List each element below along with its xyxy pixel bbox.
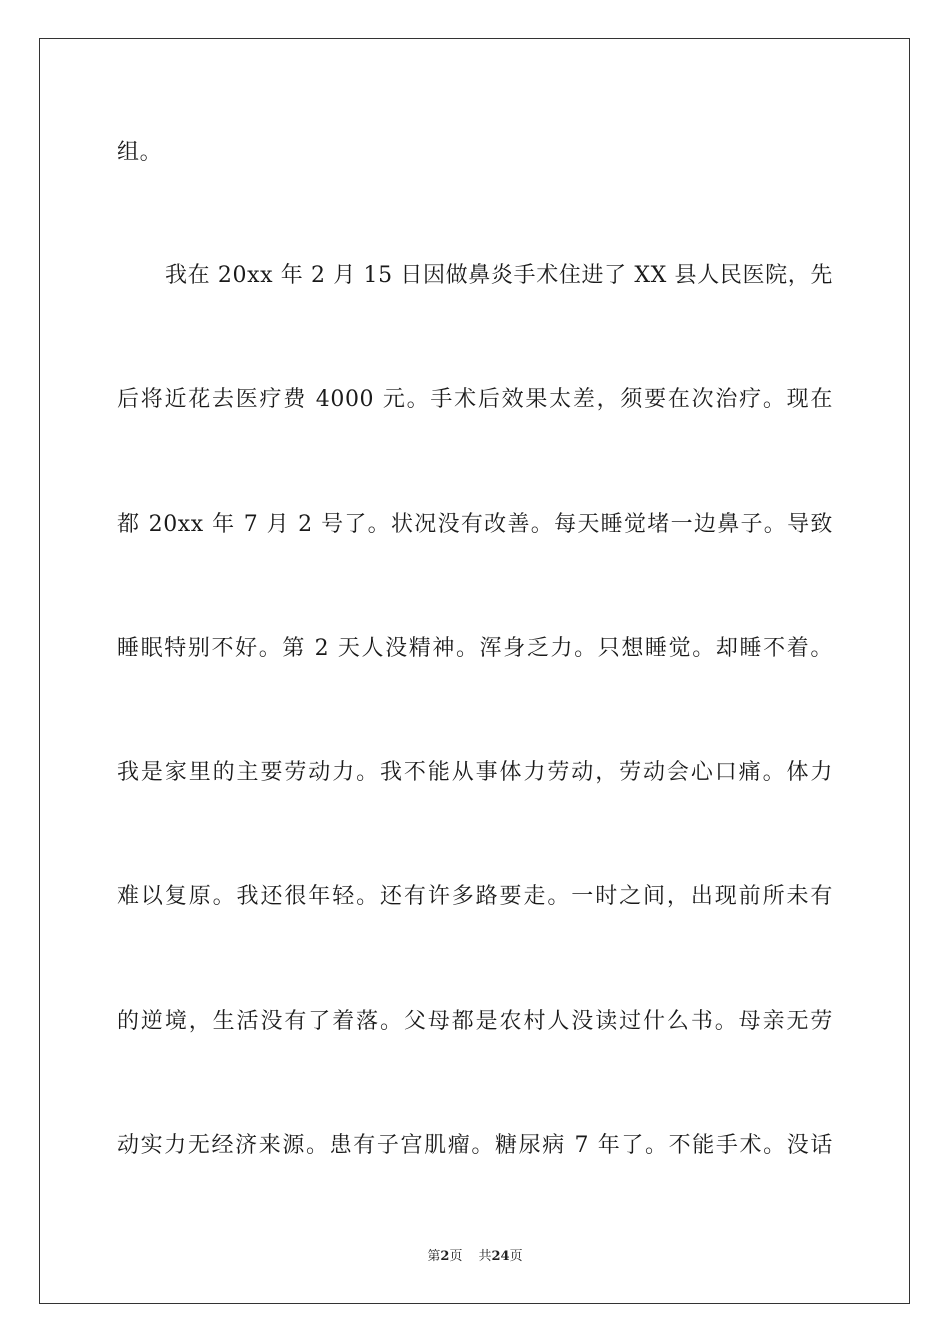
page-border (39, 38, 910, 1304)
text-line-1: 组。 (117, 140, 163, 165)
text-line-8: 的逆境，生活没有了着落。父母都是农村人没读过什么书。母亲无劳 (117, 1009, 833, 1034)
text-line-4: 都 20xx 年 7 月 2 号了。状况没有改善。每天睡觉堵一边鼻子。导致 (117, 512, 833, 537)
text-line-2: 我在 20xx 年 2 月 15 日因做鼻炎手术住进了 XX 县人民医院，先 (165, 263, 833, 288)
page-footer (0, 1248, 950, 1266)
footer-page-current: 2 (440, 1249, 450, 1264)
footer-page-total: 24 (491, 1249, 510, 1264)
text-line-9: 动实力无经济来源。患有子宫肌瘤。糖尿病 7 年了。不能手术。没话 (117, 1133, 833, 1158)
text-line-7: 难以复原。我还很年轻。还有许多路要走。一时之间，出现前所未有 (117, 884, 833, 909)
footer-page-suffix: 页 (449, 1249, 463, 1264)
footer-total-suffix: 页 (509, 1249, 523, 1264)
text-line-5: 睡眠特别不好。第 2 天人没精神。浑身乏力。只想睡觉。却睡不着。 (117, 636, 833, 661)
footer-total-prefix: 共 (478, 1249, 492, 1264)
text-line-3: 后将近花去医疗费 4000 元。手术后效果太差，须要在次治疗。现在 (117, 387, 833, 412)
text-line-6: 我是家里的主要劳动力。我不能从事体力劳动，劳动会心口痛。体力 (117, 760, 833, 785)
footer-page-prefix: 第 (427, 1249, 441, 1264)
